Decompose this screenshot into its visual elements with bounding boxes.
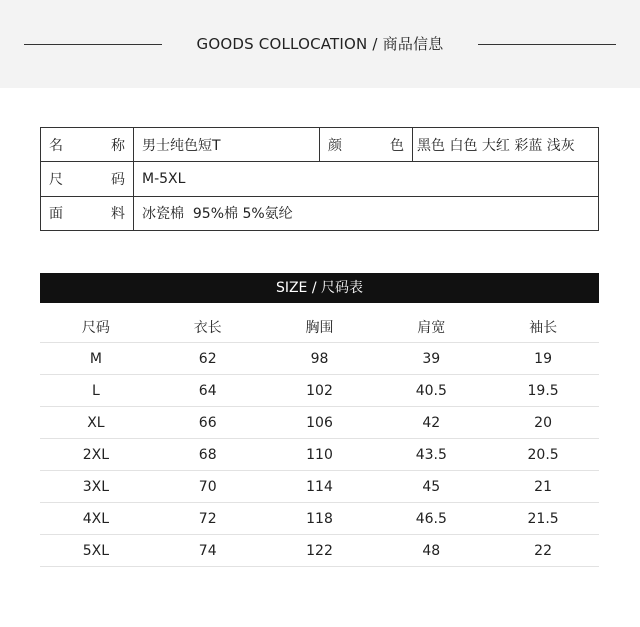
fabric-label-cell bbox=[41, 196, 134, 230]
table-cell: 114 bbox=[264, 471, 376, 503]
size-label-char-2: 码 bbox=[111, 171, 125, 188]
table-row bbox=[40, 535, 599, 567]
size-chart-table bbox=[40, 311, 599, 567]
table-cell: 72 bbox=[152, 503, 264, 535]
size-label-char-1: 尺 bbox=[49, 171, 63, 188]
table-row bbox=[40, 471, 599, 503]
size-label-cell bbox=[41, 162, 134, 196]
table-cell: 43.5 bbox=[375, 439, 487, 471]
table-cell: 19 bbox=[487, 343, 599, 375]
table-cell: 21 bbox=[487, 471, 599, 503]
color-value: 黑色 白色 大红 彩蓝 浅灰 bbox=[413, 128, 599, 162]
info-row-name-color bbox=[41, 128, 599, 162]
table-cell: 40.5 bbox=[375, 375, 487, 407]
table-cell: 106 bbox=[264, 407, 376, 439]
table-cell: 110 bbox=[264, 439, 376, 471]
sleeve-col-header: 袖长 bbox=[487, 311, 599, 343]
name-value: 男士纯色短T bbox=[134, 128, 320, 162]
table-cell: 98 bbox=[264, 343, 376, 375]
table-cell: 39 bbox=[375, 343, 487, 375]
length-col-header: 衣长 bbox=[152, 311, 264, 343]
table-cell: 64 bbox=[152, 375, 264, 407]
table-cell: 21.5 bbox=[487, 503, 599, 535]
table-row bbox=[40, 375, 599, 407]
info-row-fabric bbox=[41, 196, 599, 230]
size-value: M-5XL bbox=[134, 162, 599, 196]
table-cell: 62 bbox=[152, 343, 264, 375]
table-row bbox=[40, 407, 599, 439]
table-cell: 19.5 bbox=[487, 375, 599, 407]
table-cell: 102 bbox=[264, 375, 376, 407]
name-label-char-1: 名 bbox=[49, 137, 63, 154]
fabric-label-char-1: 面 bbox=[49, 206, 63, 223]
info-row-size bbox=[41, 162, 599, 196]
color-label-cell bbox=[320, 128, 413, 162]
size-table-title: SIZE / 尺码表 bbox=[40, 273, 599, 303]
table-cell: 5XL bbox=[40, 535, 152, 567]
size-header-row bbox=[40, 311, 599, 343]
name-label-char-2: 称 bbox=[111, 137, 125, 154]
name-label-cell bbox=[41, 128, 134, 162]
table-cell: 2XL bbox=[40, 439, 152, 471]
table-cell: 20 bbox=[487, 407, 599, 439]
table-cell: 68 bbox=[152, 439, 264, 471]
table-cell: M bbox=[40, 343, 152, 375]
table-cell: 22 bbox=[487, 535, 599, 567]
table-cell: 4XL bbox=[40, 503, 152, 535]
table-cell: XL bbox=[40, 407, 152, 439]
product-info-table bbox=[40, 127, 599, 231]
table-cell: 74 bbox=[152, 535, 264, 567]
fabric-value: 冰瓷棉 95%棉 5%氨纶 bbox=[134, 196, 599, 230]
color-label-char-1: 颜 bbox=[328, 137, 342, 154]
table-cell: 20.5 bbox=[487, 439, 599, 471]
table-row bbox=[40, 503, 599, 535]
table-cell: 122 bbox=[264, 535, 376, 567]
table-cell: 46.5 bbox=[375, 503, 487, 535]
header-divider-left bbox=[24, 44, 162, 45]
table-cell: 45 bbox=[375, 471, 487, 503]
table-cell: 42 bbox=[375, 407, 487, 439]
table-cell: 3XL bbox=[40, 471, 152, 503]
shoulder-col-header: 肩宽 bbox=[375, 311, 487, 343]
table-cell: 70 bbox=[152, 471, 264, 503]
page-title: GOODS COLLOCATION / 商品信息 bbox=[196, 35, 444, 53]
table-cell: 48 bbox=[375, 535, 487, 567]
table-cell: L bbox=[40, 375, 152, 407]
header-band bbox=[0, 0, 640, 88]
table-cell: 66 bbox=[152, 407, 264, 439]
size-col-header: 尺码 bbox=[40, 311, 152, 343]
fabric-label-char-2: 料 bbox=[111, 206, 125, 223]
table-row bbox=[40, 343, 599, 375]
table-row bbox=[40, 439, 599, 471]
chest-col-header: 胸围 bbox=[264, 311, 376, 343]
header-divider-right bbox=[478, 44, 616, 45]
color-label-char-2: 色 bbox=[390, 137, 404, 154]
table-cell: 118 bbox=[264, 503, 376, 535]
